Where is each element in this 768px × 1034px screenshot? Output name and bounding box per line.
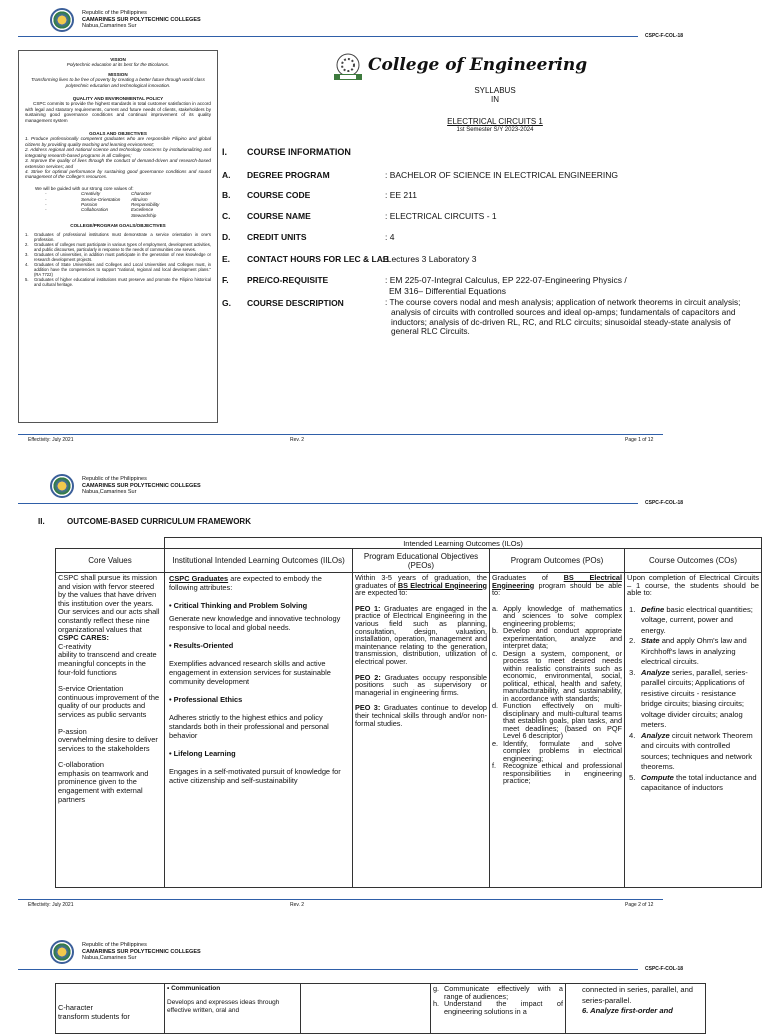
goals-title: GOALS AND OBJECTIVES [89, 131, 147, 137]
cpg-text: Graduates of professional institutions must demonstrate a service orientation in one's profession. [34, 231, 211, 242]
po-text: Develop and conduct appropriate experimentation, analyze and interpret data; [503, 626, 622, 650]
core-values-list: - Creativity Character - Service-Orientation Altruism - Passion Responsibility - Collaboration Excellence Stewardship [45, 191, 211, 218]
po-text: Design a system, component, or process to meet desired needs within realistic constraints such as economic, environmental, social, political, ethical, health and safety, manufacturability, and sustainability, in accordance with standards; [503, 648, 622, 703]
semester-label: 1st Semester S/Y 2023-2024 [456, 127, 534, 133]
peo-intro-end: are expected to: [355, 588, 408, 598]
core-values-cell [56, 573, 165, 888]
co-number: 4. [629, 730, 636, 740]
footer-rule [18, 434, 663, 435]
co-text: circuit network Theorem and circuits with controlled sources; techniques and network theorems. [641, 730, 753, 772]
pos-cell [431, 984, 566, 1034]
credit-units-value: : 4 [385, 232, 395, 242]
cpg-text: Graduates of State Universities and Colleges and Local Universities and Colleges must, in addition have the competencies to support "national, regional and local development plans." (RA 7722) [34, 261, 211, 277]
mission-text: Transforming lives to be free of poverty by creating a better future through world class polytechnic education and technological innovation. [31, 77, 205, 88]
section1-heading: COURSE INFORMATION [247, 147, 351, 157]
po-marker: f. [492, 761, 497, 770]
form-code: CSPC-F-COL-18 [645, 966, 684, 972]
row-label: DEGREE PROGRAM [247, 170, 330, 180]
peo-intro-program: BS Electrical Engineering [397, 580, 487, 590]
po-intro-end: program should be able to: [492, 580, 622, 597]
col-header-peos: Program Educational Objectives (PEOs) [353, 549, 490, 573]
cpg-title: COLLEGE/PROGRAM GOALS/OBJECTIVES [70, 223, 166, 229]
co-item [629, 605, 759, 637]
cpg-text: Graduates of higher educational institutions must preserve and promote the Filipino historical and cultural heritage. [34, 276, 211, 287]
cpg-item: 5. Graduates of higher educational institutions must preserve and promote the Filipino historical and cultural heritage. [25, 276, 211, 287]
ilo-header: Intended Learning Outcomes (ILOs) [165, 538, 762, 549]
po-marker: g. [433, 984, 440, 993]
school-address: Nabua,Camarines Sur [82, 489, 137, 495]
row-label: COURSE DESCRIPTION [247, 298, 344, 308]
peo-label: PEO 3: [355, 703, 381, 713]
goal-item: 2. Address regional and national science and technology concerns by institutionalizing and integrating research-based programs in all Colleges; [25, 147, 211, 158]
row-label: PRE/CO-REQUISITE [247, 275, 329, 285]
effectivity-label: Effectivity: July 2021 [28, 902, 74, 908]
goal-item: 1. Produce professionally competent graduates who are responsible Filipino and global citizens by providing quality teaching and learning environment; [25, 136, 211, 147]
value-item: Excellence [131, 207, 154, 213]
core-value-text: ability to transcend and create meaningful concepts in the four-fold functions [58, 650, 157, 677]
qep-title: QUALITY AND ENVIRONMENTAL POLICY [72, 96, 164, 102]
co-verb: Compute [641, 772, 674, 782]
co-item [629, 731, 759, 773]
row-letter: D. [222, 232, 231, 242]
vision-mission-box [18, 50, 218, 423]
po-text: Apply knowledge of mathematics and sciences to solve complex engineering problems; [503, 603, 622, 628]
value-item: Creativity [81, 191, 101, 197]
co-item [629, 668, 759, 731]
co-verb: Define [641, 604, 665, 614]
peo-text: Graduates continue to develop their technical skills through and/or non-formal studies. [355, 703, 487, 728]
core-values-cell [56, 984, 165, 1034]
row-letter: B. [222, 190, 231, 200]
po-text: Function effectively on multi-disciplinary and multi-cultural teams that establish goals, plan tasks, and meet deadlines; (based on PQF Level 6 descriptor) [503, 701, 622, 740]
pos-cell [490, 573, 625, 888]
col-header-iilos: Institutional Intended Learning Outcomes (IILOs) [165, 549, 353, 573]
po-marker: d. [492, 701, 499, 710]
co-item [629, 773, 759, 794]
in-label: IN [491, 95, 499, 104]
po-item [492, 650, 622, 703]
goal-item: 3. Improve the quality of lives through the conduct of demand-driven and research-based extension services; and [25, 158, 211, 169]
row-letter: G. [222, 298, 231, 308]
po-intro: Graduates of [492, 573, 564, 582]
republic-text: Republic of the Philippines [82, 476, 147, 482]
core-value-text: transform students for [58, 1011, 130, 1021]
school-address: Nabua,Camarines Sur [82, 23, 137, 29]
value-item [81, 213, 131, 218]
course-name-value: : ELECTRICAL CIRCUITS - 1 [385, 211, 497, 221]
vision-title: VISION [110, 57, 126, 62]
co-number: 3. [629, 667, 636, 677]
header-rule [18, 36, 638, 37]
co-intro: Upon completion of Electrical Circuits – 1 course, the students should be able to: [627, 573, 760, 598]
peos-cell [353, 573, 490, 888]
header-rule [18, 503, 638, 504]
page1-school-header [82, 10, 201, 30]
cspc-seal-icon [50, 474, 74, 498]
page-number: Page 1 of 12 [625, 437, 654, 443]
po-text: Recognize ethical and professional responsibilities in engineering practice; [503, 761, 622, 785]
course-code-value: : EE 211 [385, 190, 417, 200]
co-text: series, parallel, series-parallel circuits; Applications of resistive circuits - resistance bridge circuits; biasing circuits; voltage divider circuits; analog meters. [641, 667, 748, 730]
obe-framework-table [55, 537, 762, 888]
po-item [492, 702, 622, 740]
revision-label: Rev. 2 [290, 902, 305, 908]
section2-number: II. [38, 517, 45, 526]
college-of-engineering-logo [330, 52, 366, 82]
iilo-text: Engages in a self-motivated pursuit of knowledge for active citizenship and self-sustainability [169, 767, 341, 785]
revision-label: Rev. 2 [290, 437, 305, 443]
po-item [492, 605, 622, 628]
peo-label: PEO 1: [355, 603, 381, 613]
po-marker: e. [492, 738, 499, 748]
iilo-title: Professional Ethics [173, 695, 243, 704]
po-item [492, 627, 622, 650]
iilo-text: Adheres strictly to the highest ethics and policy standards both in their professional and personal behavior [169, 713, 329, 740]
cspc-seal-icon [50, 940, 74, 964]
mission-title: MISSION [108, 71, 128, 77]
co-text: and apply Ohm's law and Kirchhoff's laws in analyzing electrical circuits. [641, 636, 747, 667]
row-letter: F. [222, 275, 229, 285]
prerequisite-value-line2: EM 316– Differential Equations [389, 286, 507, 296]
school-name: CAMARINES SUR POLYTECHNIC COLLEGES [82, 948, 201, 955]
po-marker: h. [433, 999, 440, 1008]
republic-text: Republic of the Philippines [82, 10, 147, 16]
cpg-item: 4. Graduates of State Universities and Colleges and Local Universities and Colleges must, in addition have the competencies to support "national, regional and local development plans." (RA 7722) [25, 261, 211, 277]
course-description-value: : The course covers nodal and mesh analysis; application of network theorems in circuit analysis; analysis of circuits with controlled sources and ideal op-amps; fundamentals of capacitors and inductors; analysis of dc-driven RL, RC, and RLC circuits; sinusoidal steady-state analysis of general RLC Circuits. [385, 297, 741, 337]
cspc-seal-icon [50, 8, 74, 32]
peo-label: PEO 2: [355, 672, 381, 682]
co-verb: Analyze [641, 667, 670, 677]
po-marker: c. [492, 648, 498, 658]
core-value-title: S-ervice Orientation [58, 684, 124, 694]
col-header-core-values: Core Values [56, 549, 165, 573]
syllabus-title [455, 86, 535, 104]
co-verb: State [641, 636, 660, 646]
core-value-title: C-ollaboration [58, 760, 105, 770]
cpg-item: 3. Graduates of universities, in addition must participate in the generation of new knowledge or research development projects. [25, 251, 211, 262]
iilo-title: Critical Thinking and Problem Solving [173, 601, 308, 610]
college-title: College of Engineering [368, 55, 588, 75]
degree-program-value: : BACHELOR OF SCIENCE IN ELECTRICAL ENGINEERING [385, 170, 619, 180]
peo-text: Graduates are engaged in the practice of Electrical Engineering in the various field such as planning, consultation, design, valuation, installation, operation, management and maintenance relating to the generation, transmission, distribution, utilization of electrical power. [355, 603, 487, 666]
po-item [492, 762, 622, 785]
co-text: connected in series, parallel, and series-parallel. [582, 985, 694, 1005]
co-text: the total inductance and capacitance of inductors [641, 772, 757, 793]
republic-text: Republic of the Philippines [82, 942, 147, 948]
cpg-item: 1. Graduates of professional institutions must demonstrate a service orientation in one's profession. [25, 231, 211, 242]
peos-cell [301, 984, 431, 1034]
cpg-text: Graduates of universities, in addition must participate in the generation of new knowledge or research development projects. [34, 251, 211, 262]
form-code: CSPC-F-COL-18 [645, 33, 684, 39]
value-item: Collaboration [81, 207, 109, 213]
iilo-text: Generate new knowledge and innovative technology responsive to local and global needs. [169, 614, 341, 632]
col-header-pos: Program Outcomes (POs) [490, 549, 625, 573]
po-marker: b. [492, 626, 499, 635]
col-header-cos: Course Outcomes (COs) [625, 549, 762, 573]
effectivity-label: Effectivity: July 2021 [28, 437, 74, 443]
co-text: 6. Analyze first-order and [582, 1006, 673, 1015]
row-letter: C. [222, 211, 231, 221]
syllabus-label: SYLLABUS [474, 86, 516, 95]
cpg-item: 2. Graduates of colleges must participate in various types of employment, development activities, and public discourses, particularly in response to the needs of communities one serves. [25, 241, 211, 252]
co-number: 2. [629, 636, 636, 646]
row-letter: A. [222, 170, 231, 180]
form-code: CSPC-F-COL-18 [645, 500, 684, 506]
po-item [433, 1000, 563, 1015]
cos-cell [625, 573, 762, 888]
footer-rule [18, 899, 663, 900]
course-title: ELECTRICAL CIRCUITS 1 [447, 117, 543, 126]
contact-hours-value: : Lectures 3 Laboratory 3 [382, 254, 477, 264]
iilo-intro: are expected to embody the following attributes: [169, 574, 322, 592]
school-name: CAMARINES SUR POLYTECHNIC COLLEGES [82, 16, 201, 23]
value-item: Passion [81, 201, 98, 207]
section1-number: I. [222, 147, 228, 157]
co-verb: Analyze [641, 730, 670, 740]
section2-heading: OUTCOME-BASED CURRICULUM FRAMEWORK [67, 517, 251, 526]
po-item [492, 740, 622, 763]
value-item: Character [131, 191, 152, 197]
core-values-intro: CSPC shall pursue its mission and vision with fervor steered by the values that have driven this institution over the years. Our services and our acts shall constantly reflect these nine organizational values that [58, 573, 160, 634]
value-item: Responsibility [131, 201, 160, 207]
values-intro: We will be guided with our strong core values of: [35, 185, 134, 191]
value-item: Stewardship [131, 212, 157, 218]
core-value-title: C-haracter [58, 1003, 93, 1012]
iilo-text: Exemplifies advanced research skills and active engagement in extension services for sustainable community development [169, 659, 331, 686]
iilo-text: Develops and expresses ideas through effective written, oral and [167, 999, 280, 1014]
iilo-title: Lifelong Learning [173, 749, 236, 758]
iilo-intro-bold: CSPC Graduates [169, 574, 229, 583]
prerequisite-value: : EM 225-07-Integral Calculus, EP 222-07-Engineering Physics / [385, 275, 627, 285]
row-letter: E. [222, 254, 231, 264]
core-value-text: continuous improvement of the quality of our products and services as public servants [58, 692, 160, 719]
iilo-title: Results-Oriented [173, 641, 234, 650]
co-text: basic electrical quantities; voltage, current, power and energy. [641, 604, 753, 635]
page2-school-header [82, 476, 201, 496]
vision-text: Polytechnic education at its best for the Bicolanos. [66, 62, 170, 68]
row-label: CONTACT HOURS FOR LEC & LAB [247, 254, 389, 264]
row-label: COURSE NAME [247, 211, 311, 221]
core-value-title: C-reativity [58, 641, 92, 651]
value-item: Service-Orientation [81, 196, 121, 202]
co-number: 5. [629, 772, 636, 782]
iilos-cell: CSPC Graduates are expected to embody the following attributes: • Critical Thinking and Problem Solving Generate new knowledge and innovative technology responsive to local and global needs. • Results-Oriented Exemplifies advanced research skills and active engagement in extension services for sustainable community development • Professional Ethics Adheres strictly to the highest ethics and policy standards both in their professional and personal behavior • Lifelong Learning Engages in a self-motivated pursuit of knowledge for active citizenship and self-sustainability [165, 573, 353, 888]
core-value-text: emphasis on teamwork and prominence given to the engagement with external partners [58, 768, 149, 804]
po-text: Identify, formulate and solve complex problems in electrical engineering; [503, 738, 622, 763]
obe-framework-table-continued [55, 983, 706, 1034]
core-value-text: overwhelming desire to deliver services to the stakeholders [58, 735, 158, 753]
cspc-cares-label: CSPC CARES: [58, 633, 109, 643]
school-name: CAMARINES SUR POLYTECHNIC COLLEGES [82, 482, 201, 489]
co-number: 1. [629, 604, 636, 614]
row-label: CREDIT UNITS [247, 232, 307, 242]
po-marker: a. [492, 603, 499, 613]
po-text: Communicate effectively with a range of audiences; [444, 984, 563, 1001]
po-intro-program: BS Electrical Engineering [492, 573, 622, 590]
qep-text: CSPC commits to provide the highest standards in total customer satisfaction in accord with legal and statutory requirements, current and future needs of clients, stakeholders by sustaining good governance conditions and continual improvement of its quality management system [25, 101, 211, 123]
iilos-cell: • Communication Develops and expresses ideas through effective written, oral and [165, 984, 301, 1034]
po-text: Understand the impact of engineering solutions in a [444, 999, 563, 1016]
co-item [629, 636, 759, 668]
peo-intro: Within 3-5 years of graduation, the graduates of [355, 573, 487, 590]
cpg-text: Graduates of colleges must participate in various types of employment, development activities, and public discourses, particularly in response to the needs of communities one serves. [34, 241, 211, 252]
iilo-title: Communication [171, 985, 221, 992]
cos-cell [566, 984, 706, 1034]
header-rule [18, 969, 638, 970]
goal-item: 4. Strive for optimal performance by sustaining good governance conditions and sound management of the College's resources. [25, 168, 211, 180]
value-item: Altruism [131, 196, 148, 202]
peo-text: Graduates occupy responsible positions such as supervisory or managerial in engineering firms. [355, 672, 487, 697]
row-label: COURSE CODE [247, 190, 311, 200]
core-value-title: P-assion [58, 726, 87, 736]
school-address: Nabua,Camarines Sur [82, 955, 137, 961]
page-number: Page 2 of 12 [625, 902, 654, 908]
page3-school-header [82, 942, 201, 962]
po-item [433, 985, 563, 1000]
